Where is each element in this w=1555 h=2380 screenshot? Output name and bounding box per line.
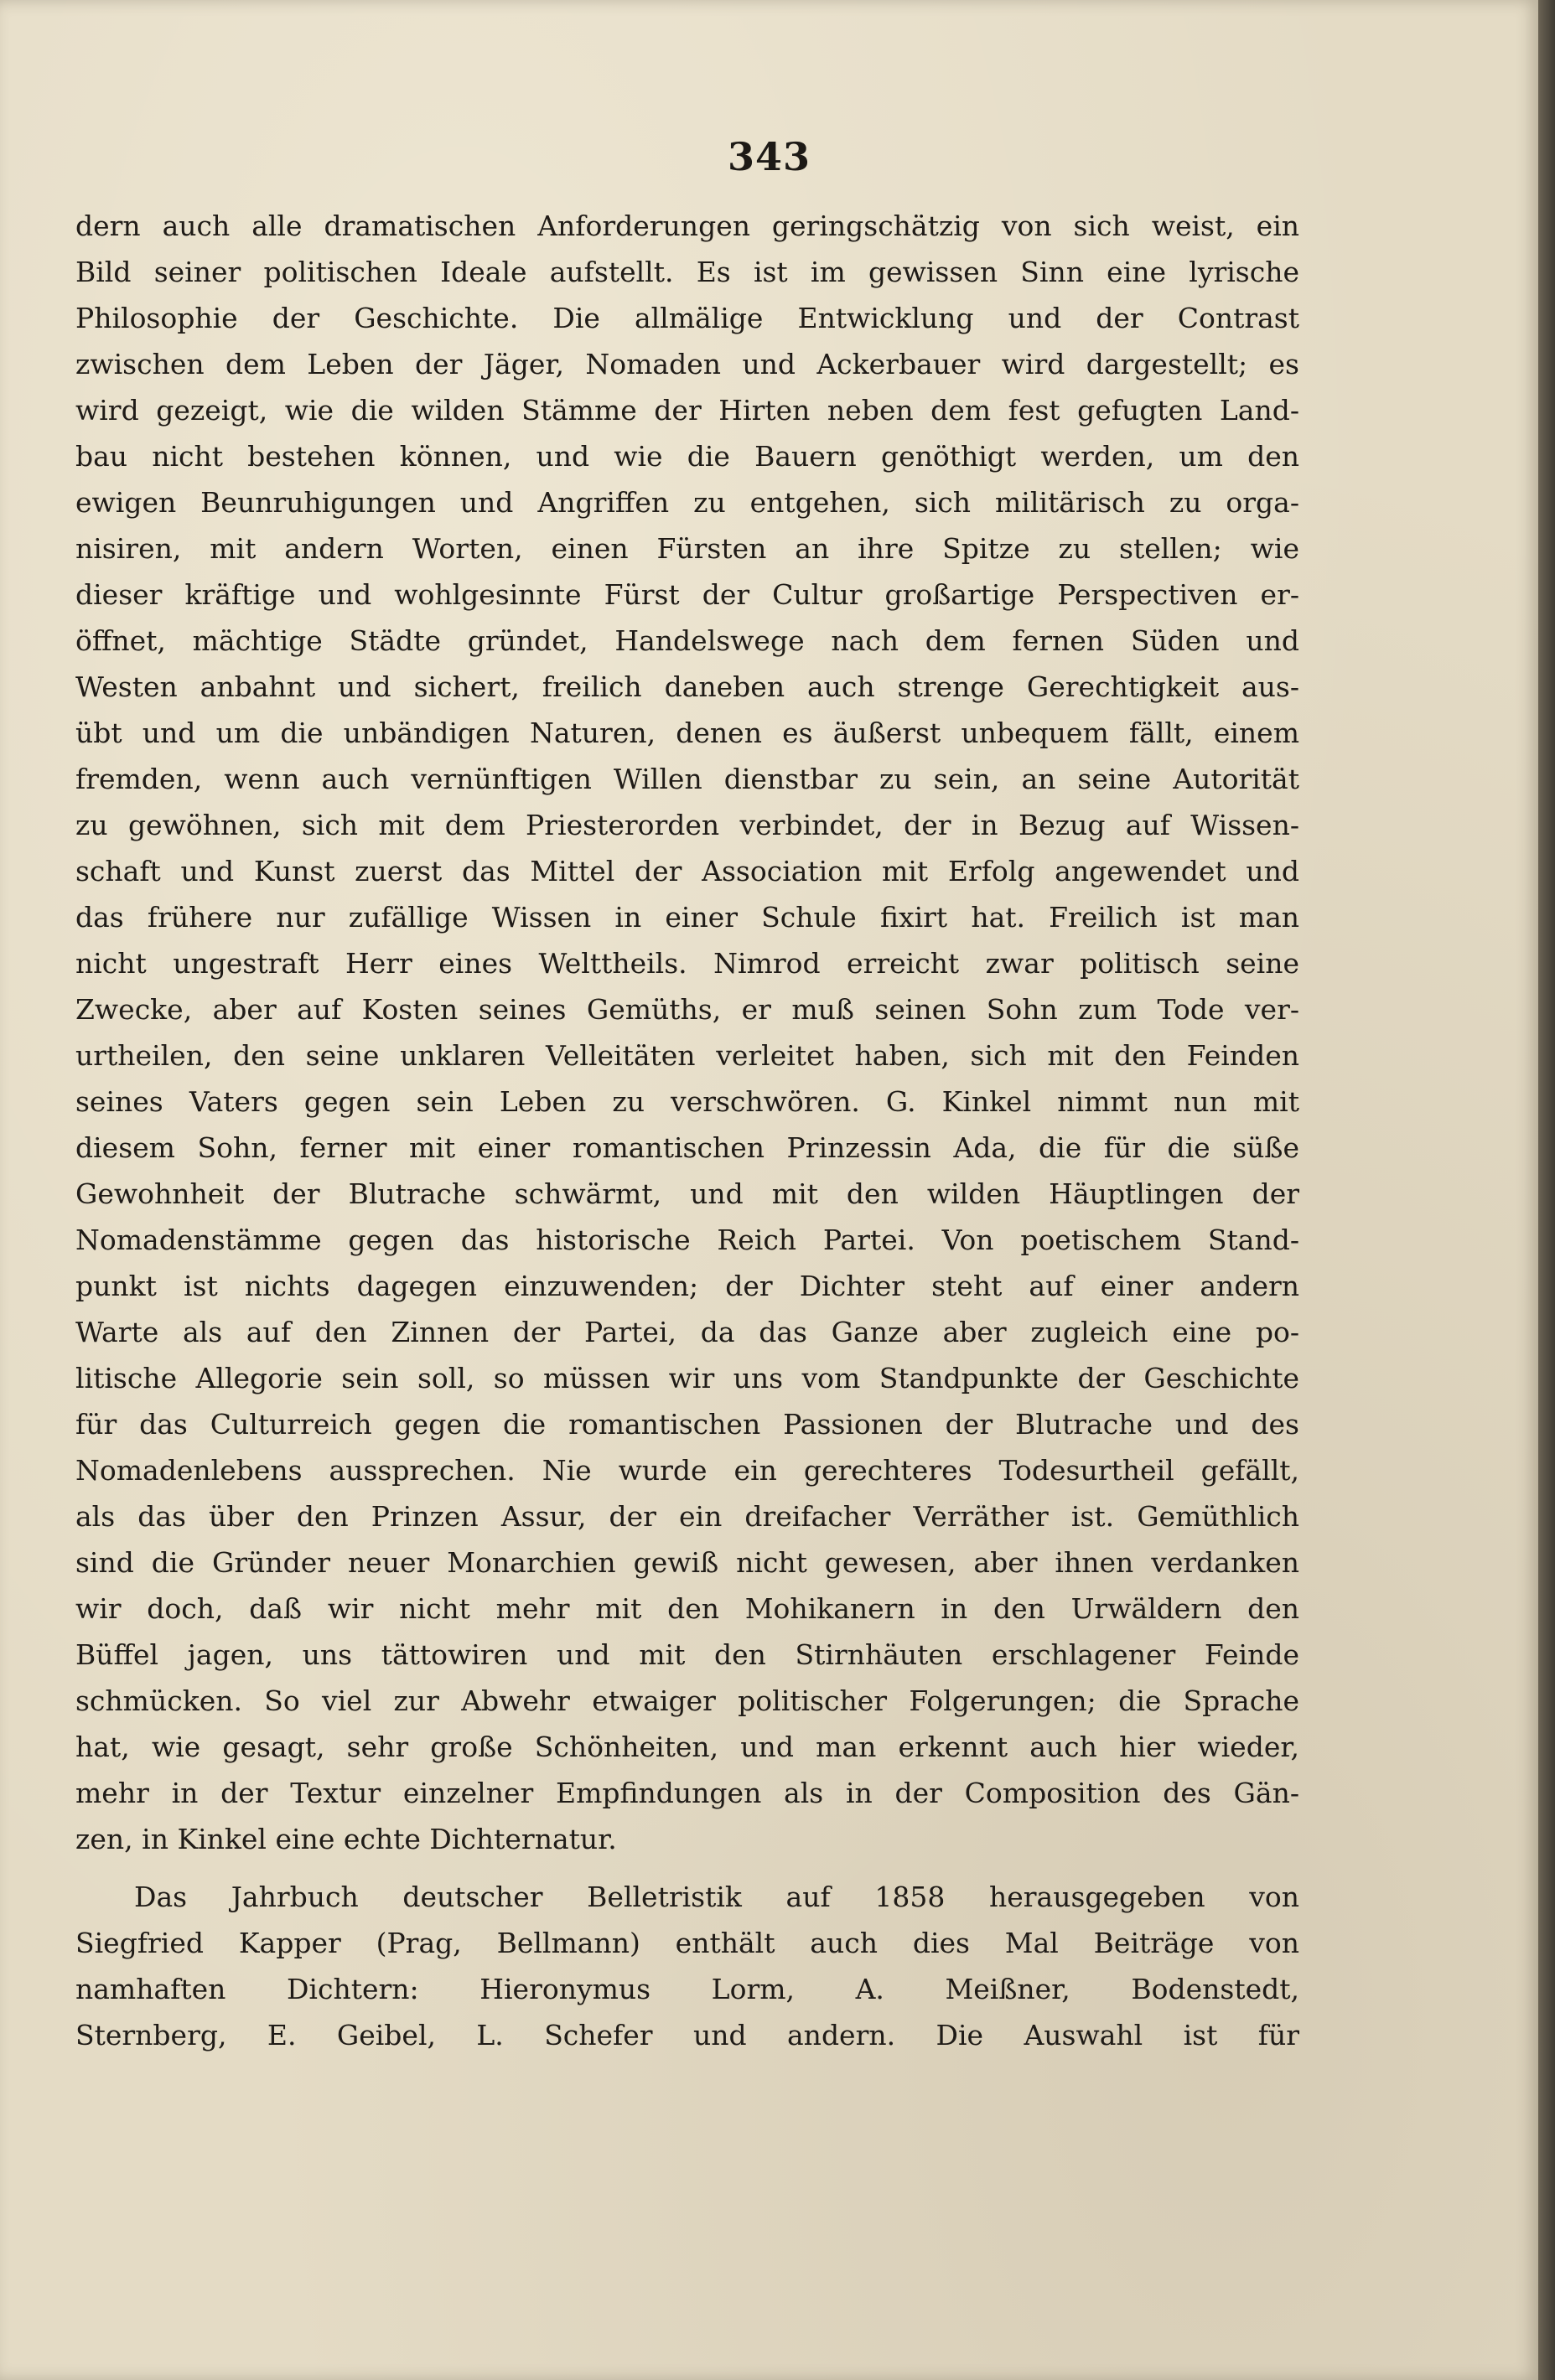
text-line: wir doch, daß wir nicht mehr mit den Mohikanern in den Urwäldern den: [75, 1592, 1299, 1625]
text-line: seines Vaters gegen sein Leben zu verschwören. G. Kinkel nimmt nun mit: [75, 1085, 1299, 1118]
text-line: bau nicht bestehen können, und wie die Bauern genöthigt werden, um den: [75, 440, 1299, 473]
text-line: Warte als auf den Zinnen der Partei, da das Ganze aber zugleich eine po-: [75, 1316, 1299, 1348]
text-line: namhaften Dichtern: Hieronymus Lorm, A. Meißner, Bodenstedt,: [75, 1973, 1299, 2005]
text-line: mehr in der Textur einzelner Empfindungen als in der Composition des Gän-: [75, 1777, 1299, 1809]
text-line: Westen anbahnt und sichert, freilich daneben auch strenge Gerechtigkeit aus-: [75, 670, 1299, 703]
text-line: zen, in Kinkel eine echte Dichternatur.: [75, 1823, 617, 1855]
page-edge: [1538, 0, 1555, 2380]
text-line: Philosophie der Geschichte. Die allmälige Entwicklung und der Contrast: [75, 302, 1299, 334]
text-line: fremden, wenn auch vernünftigen Willen dienstbar zu sein, an seine Autorität: [75, 763, 1299, 795]
text-line: Siegfried Kapper (Prag, Bellmann) enthält auch dies Mal Beiträge von: [75, 1927, 1299, 1959]
paragraph-gap: [75, 1862, 1299, 1874]
text-line: Bild seiner politischen Ideale aufstellt. Es ist im gewissen Sinn eine lyrische: [75, 256, 1299, 288]
text-line: übt und um die unbändigen Naturen, denen es äußerst unbequem fällt, einem: [75, 717, 1299, 749]
text-line: dern auch alle dramatischen Anforderungen geringschätzig von sich weist, ein: [75, 210, 1299, 242]
text-line: urtheilen, den seine unklaren Velleitäten verleitet haben, sich mit den Feinden: [75, 1039, 1299, 1072]
text-line: nicht ungestraft Herr eines Welttheils. Nimrod erreicht zwar politisch seine: [75, 947, 1299, 980]
text-line: Gewohnheit der Blutrache schwärmt, und mit den wilden Häuptlingen der: [75, 1177, 1299, 1210]
text-line: Nomadenstämme gegen das historische Reich Partei. Von poetischem Stand-: [75, 1224, 1299, 1256]
text-line: ewigen Beunruhigungen und Angriffen zu entgehen, sich militärisch zu orga-: [75, 486, 1299, 519]
text-line: zwischen dem Leben der Jäger, Nomaden und Ackerbauer wird dargestellt; es: [75, 348, 1299, 380]
text-line: öffnet, mächtige Städte gründet, Handelswege nach dem fernen Süden und: [75, 624, 1299, 657]
text-line: schmücken. So viel zur Abwehr etwaiger politischer Folgerungen; die Sprache: [75, 1684, 1299, 1717]
text-line: wird gezeigt, wie die wilden Stämme der Hirten neben dem fest gefugten Land-: [75, 394, 1299, 427]
page-number: 343: [727, 134, 811, 179]
text-line: schaft und Kunst zuerst das Mittel der Association mit Erfolg angewendet und: [75, 855, 1299, 887]
text-line: zu gewöhnen, sich mit dem Priesterorden verbindet, der in Bezug auf Wissen-: [75, 809, 1299, 841]
text-line: dieser kräftige und wohlgesinnte Fürst der Cultur großartige Perspectiven er-: [75, 578, 1299, 611]
text-line: Zwecke, aber auf Kosten seines Gemüths, er muß seinen Sohn zum Tode ver-: [75, 993, 1299, 1026]
text-line: nisiren, mit andern Worten, einen Fürsten an ihre Spitze zu stellen; wie: [75, 532, 1299, 565]
text-line: litische Allegorie sein soll, so müssen wir uns vom Standpunkte der Geschichte: [75, 1362, 1299, 1394]
text-line: das frühere nur zufällige Wissen in einer Schule fixirt hat. Freilich ist man: [75, 901, 1299, 934]
text-line: diesem Sohn, ferner mit einer romantischen Prinzessin Ada, die für die süße: [75, 1131, 1299, 1164]
text-line: hat, wie gesagt, sehr große Schönheiten, und man erkennt auch hier wieder,: [75, 1731, 1299, 1763]
text-line: Das Jahrbuch deutscher Belletristik auf 1858 herausgegeben von: [134, 1881, 1299, 1913]
text-line: als das über den Prinzen Assur, der ein dreifacher Verräther ist. Gemüthlich: [75, 1500, 1299, 1533]
text-line: punkt ist nichts dagegen einzuwenden; der Dichter steht auf einer andern: [75, 1270, 1299, 1302]
text-line: Sternberg, E. Geibel, L. Schefer und andern. Die Auswahl ist für: [75, 2019, 1299, 2051]
text-line: sind die Gründer neuer Monarchien gewiß nicht gewesen, aber ihnen verdanken: [75, 1546, 1299, 1579]
body-text: [75, 203, 1299, 2058]
text-line: Nomadenlebens aussprechen. Nie wurde ein gerechteres Todesurtheil gefällt,: [75, 1454, 1299, 1487]
text-line: Büffel jagen, uns tättowiren und mit den Stirnhäuten erschlagener Feinde: [75, 1638, 1299, 1671]
text-line: für das Culturreich gegen die romantischen Passionen der Blutrache und des: [75, 1408, 1299, 1441]
